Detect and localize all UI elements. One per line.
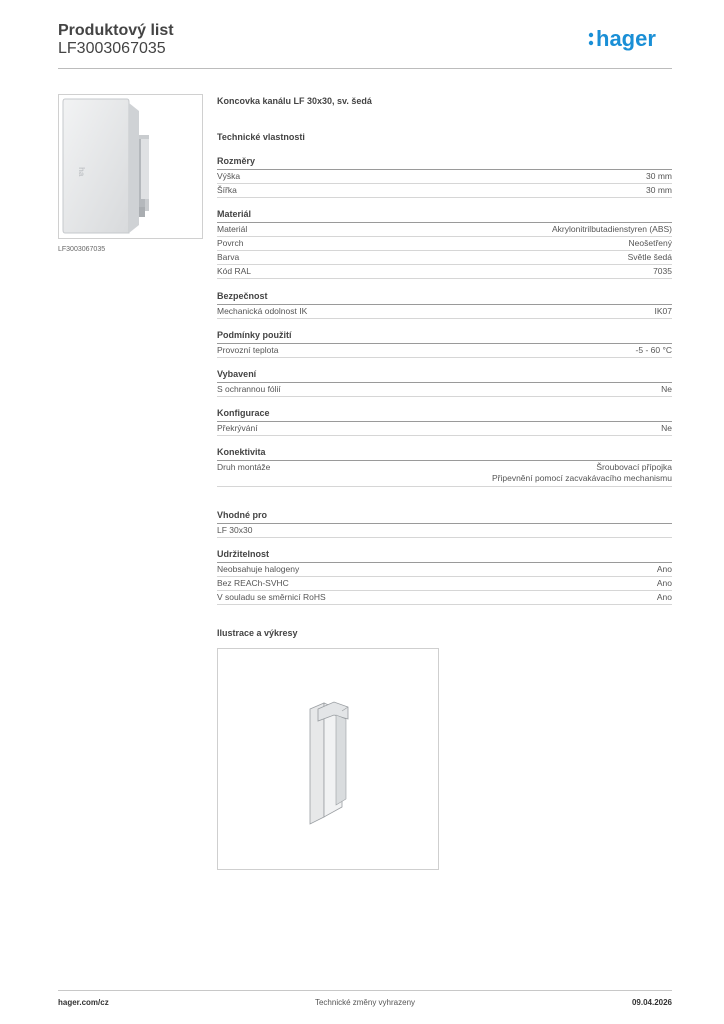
group-dimensions xyxy=(217,156,672,198)
svg-text:ha: ha xyxy=(77,167,86,177)
group-title: Bezpečnost xyxy=(217,291,672,305)
group-title: Vybavení xyxy=(217,369,672,383)
product-photo-icon xyxy=(59,95,202,238)
illustration-frame xyxy=(217,648,439,870)
document-date: 09.04.2026 xyxy=(631,998,672,1007)
spec-label: Povrch xyxy=(217,238,244,248)
group-suitable-for xyxy=(217,510,672,538)
spec-label: S ochrannou fólií xyxy=(217,384,281,394)
spec-row xyxy=(217,170,672,184)
group-configuration xyxy=(217,408,672,436)
spec-row xyxy=(217,305,672,319)
spec-row xyxy=(217,383,672,397)
spec-value: IK07 xyxy=(654,306,672,316)
spec-label: Druh montáže xyxy=(217,462,271,472)
group-sustainability xyxy=(217,549,672,605)
technical-properties-heading: Technické vlastnosti xyxy=(217,132,305,142)
spec-label: Materiál xyxy=(217,224,248,234)
spec-row xyxy=(217,223,672,237)
spec-label: Mechanická odolnost IK xyxy=(217,306,308,316)
spec-row xyxy=(217,563,672,577)
spec-value-line: Šroubovací přípojka xyxy=(596,462,672,472)
spec-value: Neošetřený xyxy=(628,238,672,248)
page-footer xyxy=(58,998,672,1012)
spec-value: 30 mm xyxy=(646,171,672,181)
group-title: Konfigurace xyxy=(217,408,672,422)
spec-label: Překrývání xyxy=(217,423,258,433)
spec-value: Ano xyxy=(656,564,672,574)
spec-value: Ano xyxy=(656,592,672,602)
product-thumbnail xyxy=(58,94,203,239)
logo-wordmark: hager xyxy=(596,26,656,51)
spec-value xyxy=(492,462,672,484)
group-title: Konektivita xyxy=(217,447,672,461)
document-title: Produktový list xyxy=(58,22,174,39)
spec-label: Barva xyxy=(217,252,240,262)
group-title: Podmínky použití xyxy=(217,330,672,344)
spec-value: Akrylonitrilbutadienstyren (ABS) xyxy=(552,224,672,234)
spec-row xyxy=(217,237,672,251)
product-name: Koncovka kanálu LF 30x30, sv. šedá xyxy=(217,96,372,106)
spec-row xyxy=(217,184,672,198)
product-code: LF3003067035 xyxy=(58,40,166,57)
spec-label: Bez REACh-SVHC xyxy=(217,578,289,588)
spec-value: -5 - 60 °C xyxy=(635,345,672,355)
spec-row xyxy=(217,422,672,436)
spec-row xyxy=(217,461,672,487)
spec-value-line: Připevnění pomocí zacvakávacího mechanismu xyxy=(491,473,672,483)
spec-label: Kód RAL xyxy=(217,266,252,276)
spec-row xyxy=(217,577,672,591)
group-material xyxy=(217,209,672,279)
footer-divider xyxy=(58,990,672,991)
spec-row xyxy=(217,591,672,605)
spec-row xyxy=(217,251,672,265)
thumbnail-caption: LF3003067035 xyxy=(58,246,106,253)
spec-row xyxy=(217,344,672,358)
spec-label: V souladu se směrnicí RoHS xyxy=(217,592,326,602)
spec-value: 7035 xyxy=(653,266,672,276)
group-title: Materiál xyxy=(217,209,672,223)
illustrations-heading: Ilustrace a výkresy xyxy=(217,628,298,638)
product-drawing-icon xyxy=(218,649,438,869)
spec-label: LF 30x30 xyxy=(217,525,253,535)
website-link[interactable]: hager.com/cz xyxy=(58,998,109,1007)
hager-logo[interactable] xyxy=(588,26,672,52)
spec-row xyxy=(217,524,672,538)
logo-dot-top xyxy=(589,33,593,37)
spec-label: Šířka xyxy=(217,185,237,195)
spec-label: Výška xyxy=(217,171,241,181)
group-usage-conditions xyxy=(217,330,672,358)
group-safety xyxy=(217,291,672,319)
footer-notice: Technické změny vyhrazeny xyxy=(314,998,416,1007)
group-connectivity xyxy=(217,447,672,487)
spec-value: Ano xyxy=(656,578,672,588)
header-divider xyxy=(58,68,672,69)
group-title: Udržitelnost xyxy=(217,549,672,563)
spec-label: Neobsahuje halogeny xyxy=(217,564,300,574)
logo-dot-bottom xyxy=(589,41,593,45)
spec-value: Ne xyxy=(661,384,672,394)
spec-label: Provozní teplota xyxy=(217,345,279,355)
group-title: Rozměry xyxy=(217,156,672,170)
group-title: Vhodné pro xyxy=(217,510,672,524)
spec-value: Světle šedá xyxy=(627,252,672,262)
spec-row xyxy=(217,265,672,279)
group-equipment xyxy=(217,369,672,397)
spec-value: 30 mm xyxy=(646,185,672,195)
page-header xyxy=(58,22,672,68)
spec-value: Ne xyxy=(661,423,672,433)
